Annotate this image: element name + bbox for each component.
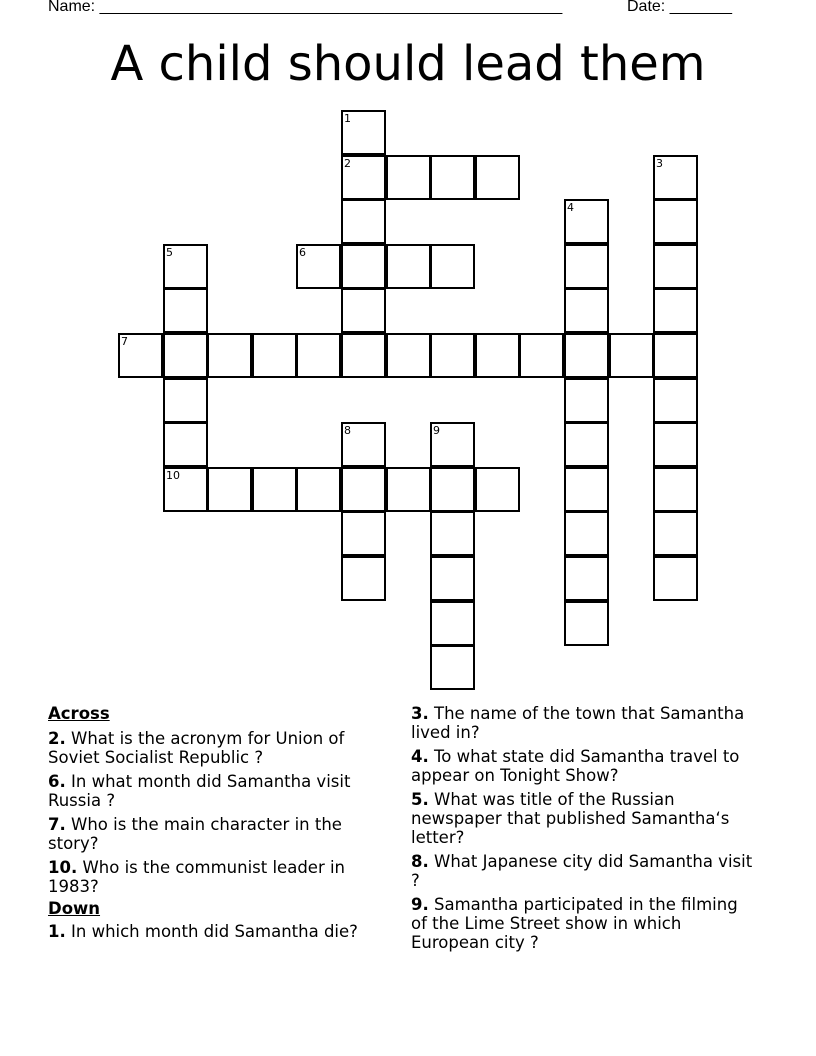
crossword-cell[interactable] [341, 288, 386, 333]
crossword-cell[interactable] [341, 110, 386, 155]
clue-number: 10. [48, 858, 78, 877]
crossword-cell[interactable] [296, 333, 341, 378]
down-heading: Down [48, 899, 101, 918]
clue-across-6 [48, 772, 393, 810]
name-field-line: Name: ____________________________________________________ [48, 0, 563, 15]
crossword-cell[interactable] [564, 601, 609, 646]
crossword-cell[interactable] [252, 467, 297, 512]
crossword-cell[interactable] [564, 511, 609, 556]
crossword-cell[interactable] [207, 467, 252, 512]
clues-left-column [48, 704, 393, 946]
cell-number: 9 [433, 424, 440, 437]
clue-number: 6. [48, 772, 66, 791]
crossword-cell[interactable] [341, 556, 386, 601]
crossword-cell[interactable] [341, 199, 386, 244]
clue-number: 8. [411, 852, 429, 871]
cell-number: 8 [344, 424, 351, 437]
crossword-cell[interactable] [163, 288, 208, 333]
crossword-cell[interactable] [653, 199, 698, 244]
crossword-cell[interactable] [475, 333, 520, 378]
clue-down-3 [411, 704, 756, 742]
clue-down-8 [411, 852, 756, 890]
crossword-cell[interactable] [653, 556, 698, 601]
clue-number: 3. [411, 704, 429, 723]
crossword-cell[interactable] [386, 333, 431, 378]
clue-text: The name of the town that Samantha lived in? [411, 704, 745, 742]
crossword-cell[interactable] [430, 556, 475, 601]
cell-number: 7 [121, 335, 128, 348]
crossword-cell[interactable] [564, 422, 609, 467]
crossword-cell[interactable] [163, 378, 208, 423]
crossword-cell[interactable] [564, 288, 609, 333]
crossword-cell[interactable] [653, 422, 698, 467]
crossword-cell[interactable] [430, 244, 475, 289]
clue-number: 9. [411, 895, 429, 914]
crossword-cell[interactable] [564, 199, 609, 244]
clue-down-4 [411, 747, 756, 785]
crossword-cell[interactable] [341, 511, 386, 556]
crossword-cell[interactable] [564, 556, 609, 601]
clue-number: 4. [411, 747, 429, 766]
crossword-cell[interactable] [386, 244, 431, 289]
crossword-cell[interactable] [252, 333, 297, 378]
crossword-cell[interactable] [341, 333, 386, 378]
crossword-cell[interactable] [386, 155, 431, 200]
crossword-cell[interactable] [653, 378, 698, 423]
cell-number: 2 [344, 157, 351, 170]
crossword-cell[interactable] [653, 288, 698, 333]
date-field-line: Date: _______ [627, 0, 732, 15]
crossword-cell[interactable] [341, 244, 386, 289]
crossword-cell[interactable] [475, 467, 520, 512]
crossword-cell[interactable] [430, 467, 475, 512]
clue-number: 5. [411, 790, 429, 809]
clue-down-9 [411, 895, 756, 952]
clue-number: 7. [48, 815, 66, 834]
crossword-cell[interactable] [609, 333, 654, 378]
cell-number: 4 [567, 201, 574, 214]
clue-text: Who is the communist leader in 1983? [48, 858, 346, 896]
clue-down-1 [48, 922, 393, 941]
cell-number: 1 [344, 112, 351, 125]
clue-number: 2. [48, 729, 66, 748]
clue-text: What was title of the Russian newspaper that published Samantha‘s letter? [411, 790, 730, 847]
clue-across-10 [48, 858, 393, 896]
crossword-cell[interactable] [519, 333, 564, 378]
crossword-cell[interactable] [118, 333, 163, 378]
crossword-cell[interactable] [430, 511, 475, 556]
clue-number: 1. [48, 922, 66, 941]
crossword-cell[interactable] [653, 244, 698, 289]
crossword-cell[interactable] [341, 422, 386, 467]
crossword-cell[interactable] [163, 467, 208, 512]
clue-across-7 [48, 815, 393, 853]
crossword-cell[interactable] [163, 244, 208, 289]
crossword-cell[interactable] [296, 244, 341, 289]
crossword-cell[interactable] [207, 333, 252, 378]
crossword-cell[interactable] [564, 244, 609, 289]
crossword-cell[interactable] [163, 333, 208, 378]
clue-text: In which month did Samantha die? [71, 922, 358, 941]
crossword-cell[interactable] [386, 467, 431, 512]
cell-number: 6 [299, 246, 306, 259]
crossword-cell[interactable] [475, 155, 520, 200]
page-title: A child should lead them [110, 36, 706, 92]
clues-right-column [411, 704, 756, 957]
crossword-cell[interactable] [653, 333, 698, 378]
clue-down-5 [411, 790, 756, 847]
crossword-cell[interactable] [653, 511, 698, 556]
cell-number: 3 [656, 157, 663, 170]
clue-text: What Japanese city did Samantha visit ? [411, 852, 753, 890]
crossword-cell[interactable] [564, 333, 609, 378]
clue-across-2 [48, 729, 393, 767]
crossword-cell[interactable] [653, 155, 698, 200]
crossword-cell[interactable] [564, 378, 609, 423]
crossword-cell[interactable] [341, 467, 386, 512]
crossword-cell[interactable] [653, 467, 698, 512]
clue-text: In what month did Samantha visit Russia ? [48, 772, 351, 810]
clue-text: Who is the main character in the story? [48, 815, 342, 853]
crossword-cell[interactable] [430, 422, 475, 467]
cell-number: 5 [166, 246, 173, 259]
crossword-cell[interactable] [163, 422, 208, 467]
crossword-cell[interactable] [430, 333, 475, 378]
crossword-cell[interactable] [296, 467, 341, 512]
crossword-cell[interactable] [430, 155, 475, 200]
crossword-cell[interactable] [341, 155, 386, 200]
crossword-cell[interactable] [430, 645, 475, 690]
clue-text: Samantha participated in the filming of the Lime Street show in which European city ? [411, 895, 738, 952]
across-heading: Across [48, 704, 110, 723]
cell-number: 10 [166, 469, 180, 482]
clue-text: What is the acronym for Union of Soviet Socialist Republic ? [48, 729, 345, 767]
crossword-cell[interactable] [564, 467, 609, 512]
clue-text: To what state did Samantha travel to appear on Tonight Show? [411, 747, 740, 785]
crossword-cell[interactable] [430, 601, 475, 646]
